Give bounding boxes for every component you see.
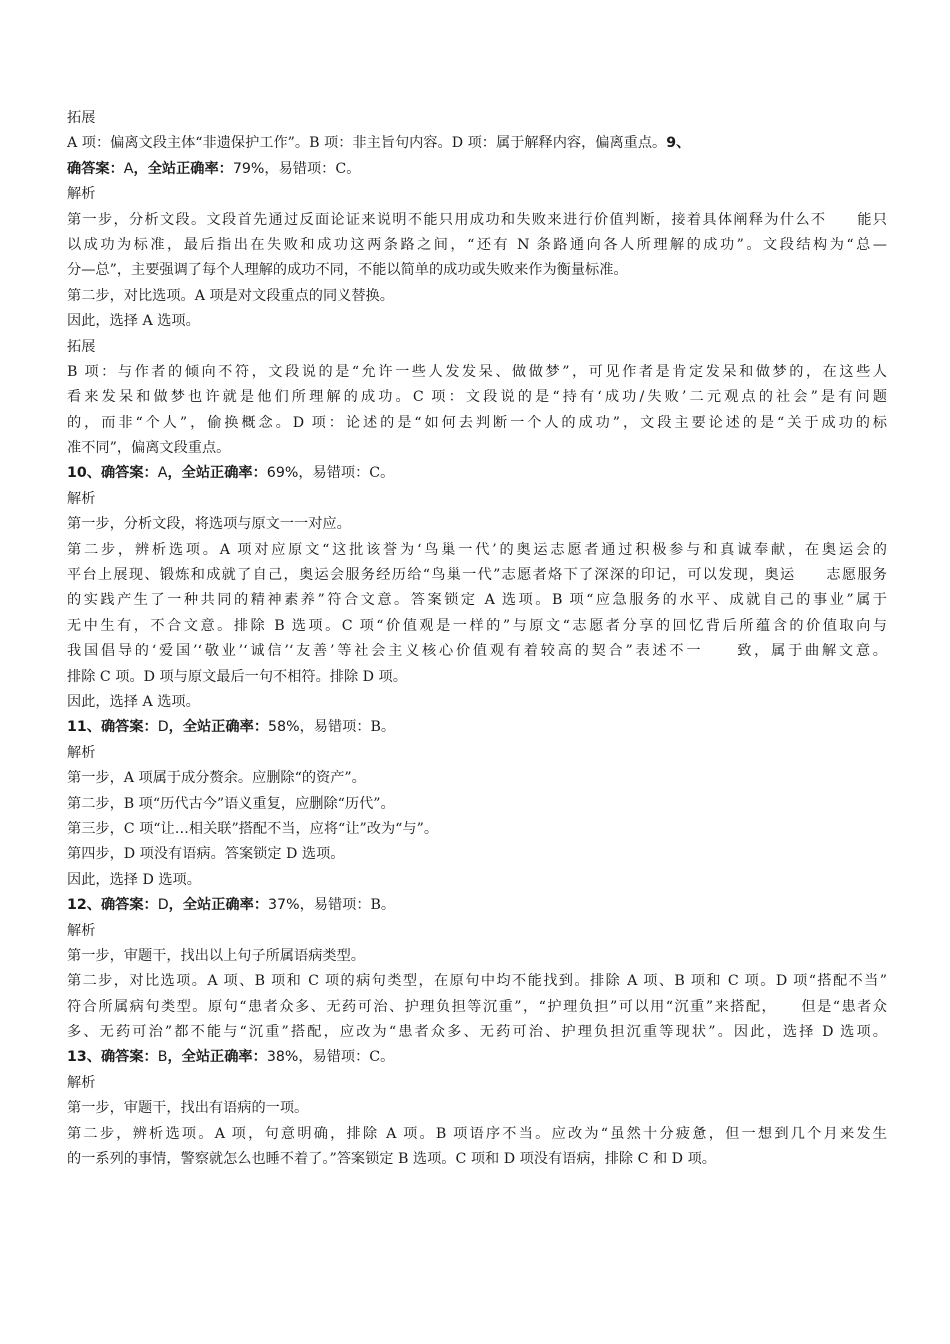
answer-value: A <box>123 160 134 177</box>
answer-colon: ： <box>109 160 124 177</box>
line-text: 分—总”，主要强调了每个人理解的成功不同，不能以简单的成功或失败来作为衡量标准。 <box>67 262 628 279</box>
answer-label: 确答案 <box>100 719 144 736</box>
answer-colon: ： <box>143 897 158 914</box>
line-text: 以成功为标准，最后指出在失败和成功这两条路之间，“还有 N 条路通向各人所理解的成功”。文段结构为“总— <box>67 236 887 253</box>
answer-line <box>67 893 887 918</box>
wrong-option-text: ，易错项：C。 <box>298 1049 395 1066</box>
paragraph-line <box>67 842 887 867</box>
section-label: 拓展 <box>67 338 96 355</box>
question-number: 10、 <box>67 465 101 482</box>
rate-colon: ： <box>252 465 267 482</box>
wrong-option-text: ，易错项：B。 <box>299 897 396 914</box>
question-number: 9、 <box>666 135 691 152</box>
paragraph <box>67 309 887 334</box>
answer-label: 确答案 <box>100 1049 144 1066</box>
answer-colon: ： <box>143 719 158 736</box>
section-label: 解析 <box>67 186 96 203</box>
answer-line <box>67 461 887 486</box>
paragraph-line <box>67 690 887 715</box>
rate-colon: ： <box>253 897 269 914</box>
answer-sep: ， <box>133 160 148 177</box>
paragraph-line <box>67 868 887 893</box>
rate-value: 69% <box>266 465 299 482</box>
paragraph <box>67 817 887 842</box>
wrong-option-text: ，易错项：C。 <box>264 160 361 177</box>
line-text: 准不同”，偏离文段重点。 <box>67 440 231 457</box>
rate-label: 全站正确率 <box>182 719 254 736</box>
paragraph <box>67 360 887 462</box>
paragraph-line <box>67 665 887 690</box>
answer-label: 确答案 <box>67 160 110 177</box>
paragraph-line <box>67 284 887 309</box>
paragraph <box>67 868 887 893</box>
paragraph-line <box>67 563 887 588</box>
answer-colon: ： <box>143 1049 158 1066</box>
paragraph-line <box>67 309 887 334</box>
line-text: 符合所属病句类型。原句“患者众多、无药可治、护理负担等沉重”，“护理负担”可以用“沉重”来搭配， 但是“患者众 <box>67 998 887 1015</box>
line-text: 第二步，对比选项。A 项是对文段重点的同义替换。 <box>67 287 394 304</box>
line-text: 的一系列的事情，警察就怎么也睡不着了。”答案锁定 B 选项。C 项和 D 项没有语病，排除 C 和 D 项。 <box>67 1151 716 1168</box>
line-text: 的，而非“个人”，偷换概念。D 项：论述的是“如何去判断一个人的成功”，文段主要论述的是“关于成功的标 <box>67 414 887 431</box>
paragraph-line <box>67 1096 887 1121</box>
paragraph-line <box>67 411 887 436</box>
rate-label: 全站正确率 <box>147 160 219 177</box>
line-text: 第三步，C 项“让…相关联”搭配不当，应将“让”改为“与”。 <box>67 820 439 837</box>
paragraph-line <box>67 1020 887 1045</box>
rate-colon: ： <box>218 160 233 177</box>
paragraph-line <box>67 512 887 537</box>
question-number: 12、 <box>67 897 101 914</box>
question-number: 13、 <box>67 1049 101 1066</box>
paragraph <box>67 538 887 690</box>
paragraph-line <box>67 614 887 639</box>
paragraph <box>67 1096 887 1121</box>
paragraph-line <box>67 766 887 791</box>
answer-sep: ， <box>168 897 183 914</box>
answer-label: 确答案 <box>100 465 144 482</box>
paragraph-line <box>67 588 887 613</box>
line-text: 无中生有，不合文意。排除 B 选项。C 项“价值观是一样的”与原文“志愿者分享的回忆背后所蕴含的价值取向与 <box>67 617 887 634</box>
line-text: 第二步，B 项“历代古今”语义重复，应删除“历代”。 <box>67 795 395 812</box>
rate-label: 全站正确率 <box>182 897 254 914</box>
paragraph <box>67 944 887 969</box>
paragraph-line <box>67 360 887 385</box>
line-text: 看来发呆和做梦也许就是他们所理解的成功。C 项：文段说的是“持有‘成功/失败’二元观点的社会”是有问题 <box>67 389 887 406</box>
paragraph-line <box>67 792 887 817</box>
line-text: 因此，选择 A 选项。 <box>67 313 200 330</box>
rate-value: 58% <box>268 719 300 736</box>
line-text: 第二步，对比选项。A 项、B 项和 C 项的病句类型，在原句中均不能找到。排除 A 项、B 项和 C 项。D 项“搭配不当” <box>67 973 887 990</box>
answer-value: D <box>157 719 169 736</box>
wrong-option-text: ，易错项：C。 <box>298 465 395 482</box>
paragraph-line <box>67 1147 887 1172</box>
paragraph <box>67 131 887 156</box>
paragraph-line <box>67 1122 887 1147</box>
line-text: 第一步，分析文段，将选项与原文一一对应。 <box>67 516 351 533</box>
section-label: 解析 <box>67 744 96 761</box>
answer-line <box>67 1045 887 1070</box>
section-label: 解析 <box>67 922 96 939</box>
line-text: 第二步，辨析选项。A 项，句意明确，排除 A 项。B 项语序不当。应改为“虽然十分疲惫，但一想到几个月来发生 <box>67 1125 887 1142</box>
paragraph-line <box>67 233 887 258</box>
line-text: A 项：偏离文段主体“非遗保护工作”。B 项：非主旨句内容。D 项：属于解释内容，偏离重点。 <box>67 135 667 152</box>
paragraph <box>67 512 887 537</box>
answer-line <box>67 157 887 182</box>
line-text: 因此，选择 A 选项。 <box>67 693 200 710</box>
answer-colon: ： <box>143 465 158 482</box>
paragraph <box>67 969 887 1045</box>
paragraph-line <box>67 385 887 410</box>
rate-value: 79% <box>232 160 265 177</box>
rate-colon: ： <box>253 719 269 736</box>
line-text: B 项：与作者的倾向不符，文段说的是“允许一些人发发呆、做做梦”，可见作者是肯定发呆和做梦的，在这些人 <box>67 363 887 380</box>
line-text: 第一步，审题干，找出以上句子所属语病类型。 <box>67 947 365 964</box>
answer-value: B <box>157 1049 168 1066</box>
paragraph <box>67 842 887 867</box>
section-label: 解析 <box>67 490 96 507</box>
wrong-option-text: ，易错项：B。 <box>299 719 396 736</box>
rate-label: 全站正确率 <box>181 465 253 482</box>
answer-sep: ， <box>167 465 182 482</box>
answer-line <box>67 715 887 740</box>
paragraph <box>67 284 887 309</box>
line-text: 第四步，D 项没有语病。答案锁定 D 选项。 <box>67 846 345 863</box>
rate-value: 37% <box>268 897 300 914</box>
paragraph-line <box>67 995 887 1020</box>
line-text: 第一步，审题干，找出有语病的一项。 <box>67 1100 309 1117</box>
line-text: 平台上展现、锻炼和成就了自己，奥运会服务经历给“鸟巢一代”志愿者烙下了深深的印记，可以发现，奥运 志愿服务 <box>67 567 887 584</box>
paragraph-line <box>67 817 887 842</box>
rate-value: 38% <box>266 1049 299 1066</box>
paragraph <box>67 766 887 791</box>
paragraph-line <box>67 131 887 156</box>
rate-label: 全站正确率 <box>181 1049 253 1066</box>
line-text: 多、无药可治”都不能与“沉重”搭配，应改为“患者众多、无药可治、护理负担沉重等现状”。因此，选择 D 选项。 <box>67 1024 887 1041</box>
line-text: 排除 C 项。D 项与原文最后一句不相符。排除 D 项。 <box>67 668 407 685</box>
section-label: 解析 <box>67 1074 96 1091</box>
paragraph-line <box>67 208 887 233</box>
paragraph <box>67 792 887 817</box>
paragraph <box>67 208 887 284</box>
paragraph <box>67 690 887 715</box>
line-text: 第二步，辨析选项。A 项对应原文“这批该誉为‘鸟巢一代’的奥运志愿者通过积极参与和真诚奉献，在奥运会的 <box>67 541 887 558</box>
paragraph-line <box>67 538 887 563</box>
paragraph-line <box>67 969 887 994</box>
answer-value: A <box>157 465 168 482</box>
answer-value: D <box>157 897 169 914</box>
answer-sep: ， <box>167 1049 182 1066</box>
line-text: 第一步，A 项属于成分赘余。应删除“的资产”。 <box>67 770 366 787</box>
section-label: 拓展 <box>67 110 96 126</box>
paragraph <box>67 1122 887 1173</box>
paragraph-line <box>67 944 887 969</box>
paragraph-line <box>67 436 887 461</box>
line-text: 因此，选择 D 选项。 <box>67 871 201 888</box>
line-text: 的实践产生了一种共同的精神素养”符合文意。答案锁定 A 选项。B 项“应急服务的水平、成就自己的事业”属于 <box>67 592 887 609</box>
paragraph-line <box>67 639 887 664</box>
paragraph-line <box>67 258 887 283</box>
answer-sep: ， <box>168 719 183 736</box>
question-number: 11、 <box>67 719 101 736</box>
document-page <box>67 106 887 1172</box>
rate-colon: ： <box>252 1049 267 1066</box>
line-text: 第一步，分析文段。文段首先通过反面论证来说明不能只用成功和失败来进行价值判断，接着具体阐释为什么不 能只 <box>67 211 887 228</box>
line-text: 我国倡导的‘爱国’‘敬业’‘诚信’‘友善’等社会主义核心价值观有着较高的契合”表述不一 致，属于曲解文意。 <box>67 643 887 660</box>
answer-label: 确答案 <box>100 897 144 914</box>
